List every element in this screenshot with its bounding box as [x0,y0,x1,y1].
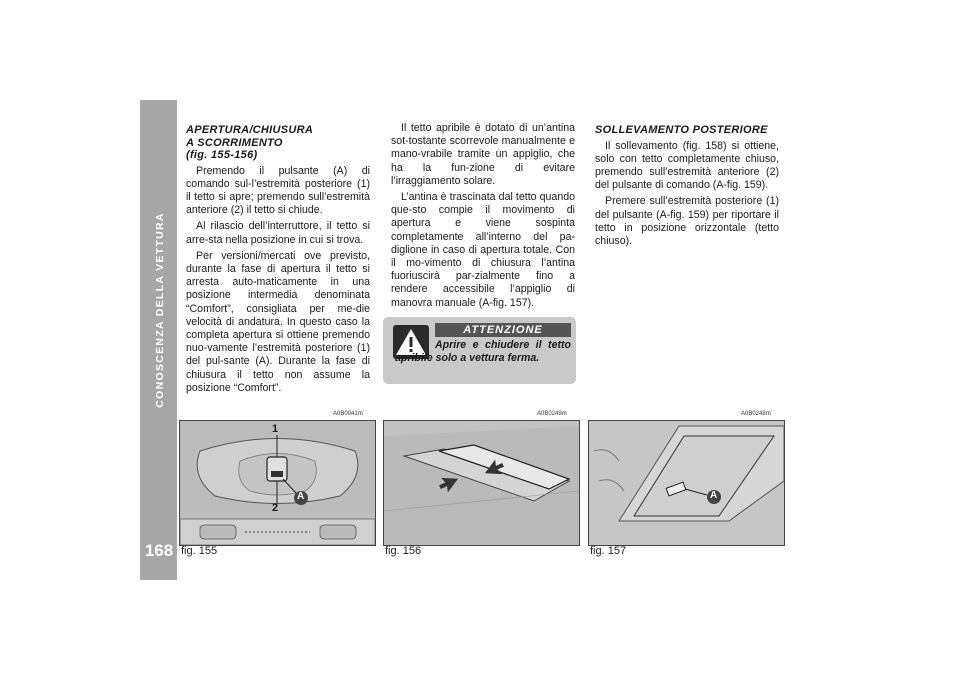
warning-title: ATTENZIONE [435,323,571,337]
figure-155 [179,420,376,546]
figure-157 [588,420,785,546]
figure-code: A0B0041m [333,411,363,417]
paragraph: Per versioni/mercati ove previsto, durante la fase di apertura il tetto si arresta auto-maticamente in una posizione intermedia denominata “Comfort”, consigliata per me-die velocità di andatura. In questo caso la completa apertura si ottiene premendo nuo-vamente l’estremità posteriore (1) del pul-sante (A). Durante la fase di chiusura il tetto non assume la posizione “Comfort”. [186,249,370,394]
figure-caption: fig. 157 [590,545,627,557]
paragraph: Il tetto apribile è dotato di un’antina sot-tostante scorrevole manualmente e mano-vrabile tramite un appiglio, che ha la fun-zione di evitare l’irraggiamento solare. [391,122,575,187]
callout-label-a: A [710,490,718,501]
paragraph: L’antina è trascinata dal tetto quando que-sto compie il movimento di apertura e viene sospinta completamente all’interno del pa-diglione in caso di apertura totale. Con il mo-vimento di chiusura l’antina fuoriuscirà par-zialmente fino a rendere accessibile l’appiglio di manovra manuale (A-fig. 157). [391,191,575,309]
warning-text: Aprire e chiudere il tetto apribile solo a vettura ferma. [395,339,571,364]
paragraph: Premendo il pulsante (A) di comando sul-l’estremità posteriore (1) il tetto si apre; premendo sull’estremità anteriore (2) il tetto si chiude. [186,164,370,217]
text-column-1 [186,122,370,398]
figure-156 [383,420,580,546]
figure-caption: fig. 155 [181,545,218,557]
callout-label-a: A [297,491,305,502]
paragraph: Al rilascio dell’interruttore, il tetto si arre-sta nella posizione in cui si trova. [186,220,370,246]
section-heading-rear-lift: SOLLEVAMENTO POSTERIORE [595,124,768,136]
page-number: 168 [144,541,174,560]
paragraph: Il sollevamento (fig. 158) si ottiene, solo con tetto completamente chiuso, premendo sull’estremità anteriore (2) del pulsante di comando (A-fig. 159). [595,139,779,192]
callout-label-1: 1 [272,423,279,435]
figure-code: A0B0249m [537,411,567,417]
paragraph: Premere sull’estremità posteriore (1) del pulsante (A-fig. 159) per riportare il tetto in posizione orizzontale (tetto chiuso). [595,195,779,247]
warning-box [383,317,576,384]
figure-caption: fig. 156 [385,545,422,557]
section-heading-sliding: APERTURA/CHIUSURA A SCORRIMENTO (fig. 155-156) [186,124,314,161]
figure-code: A0B0248m [741,411,771,417]
text-column-3 [595,122,779,251]
callout-label-2: 2 [272,502,279,514]
section-title: CONOSCENZA DELLA VETTURA [154,212,166,408]
text-column-2 [391,122,575,313]
